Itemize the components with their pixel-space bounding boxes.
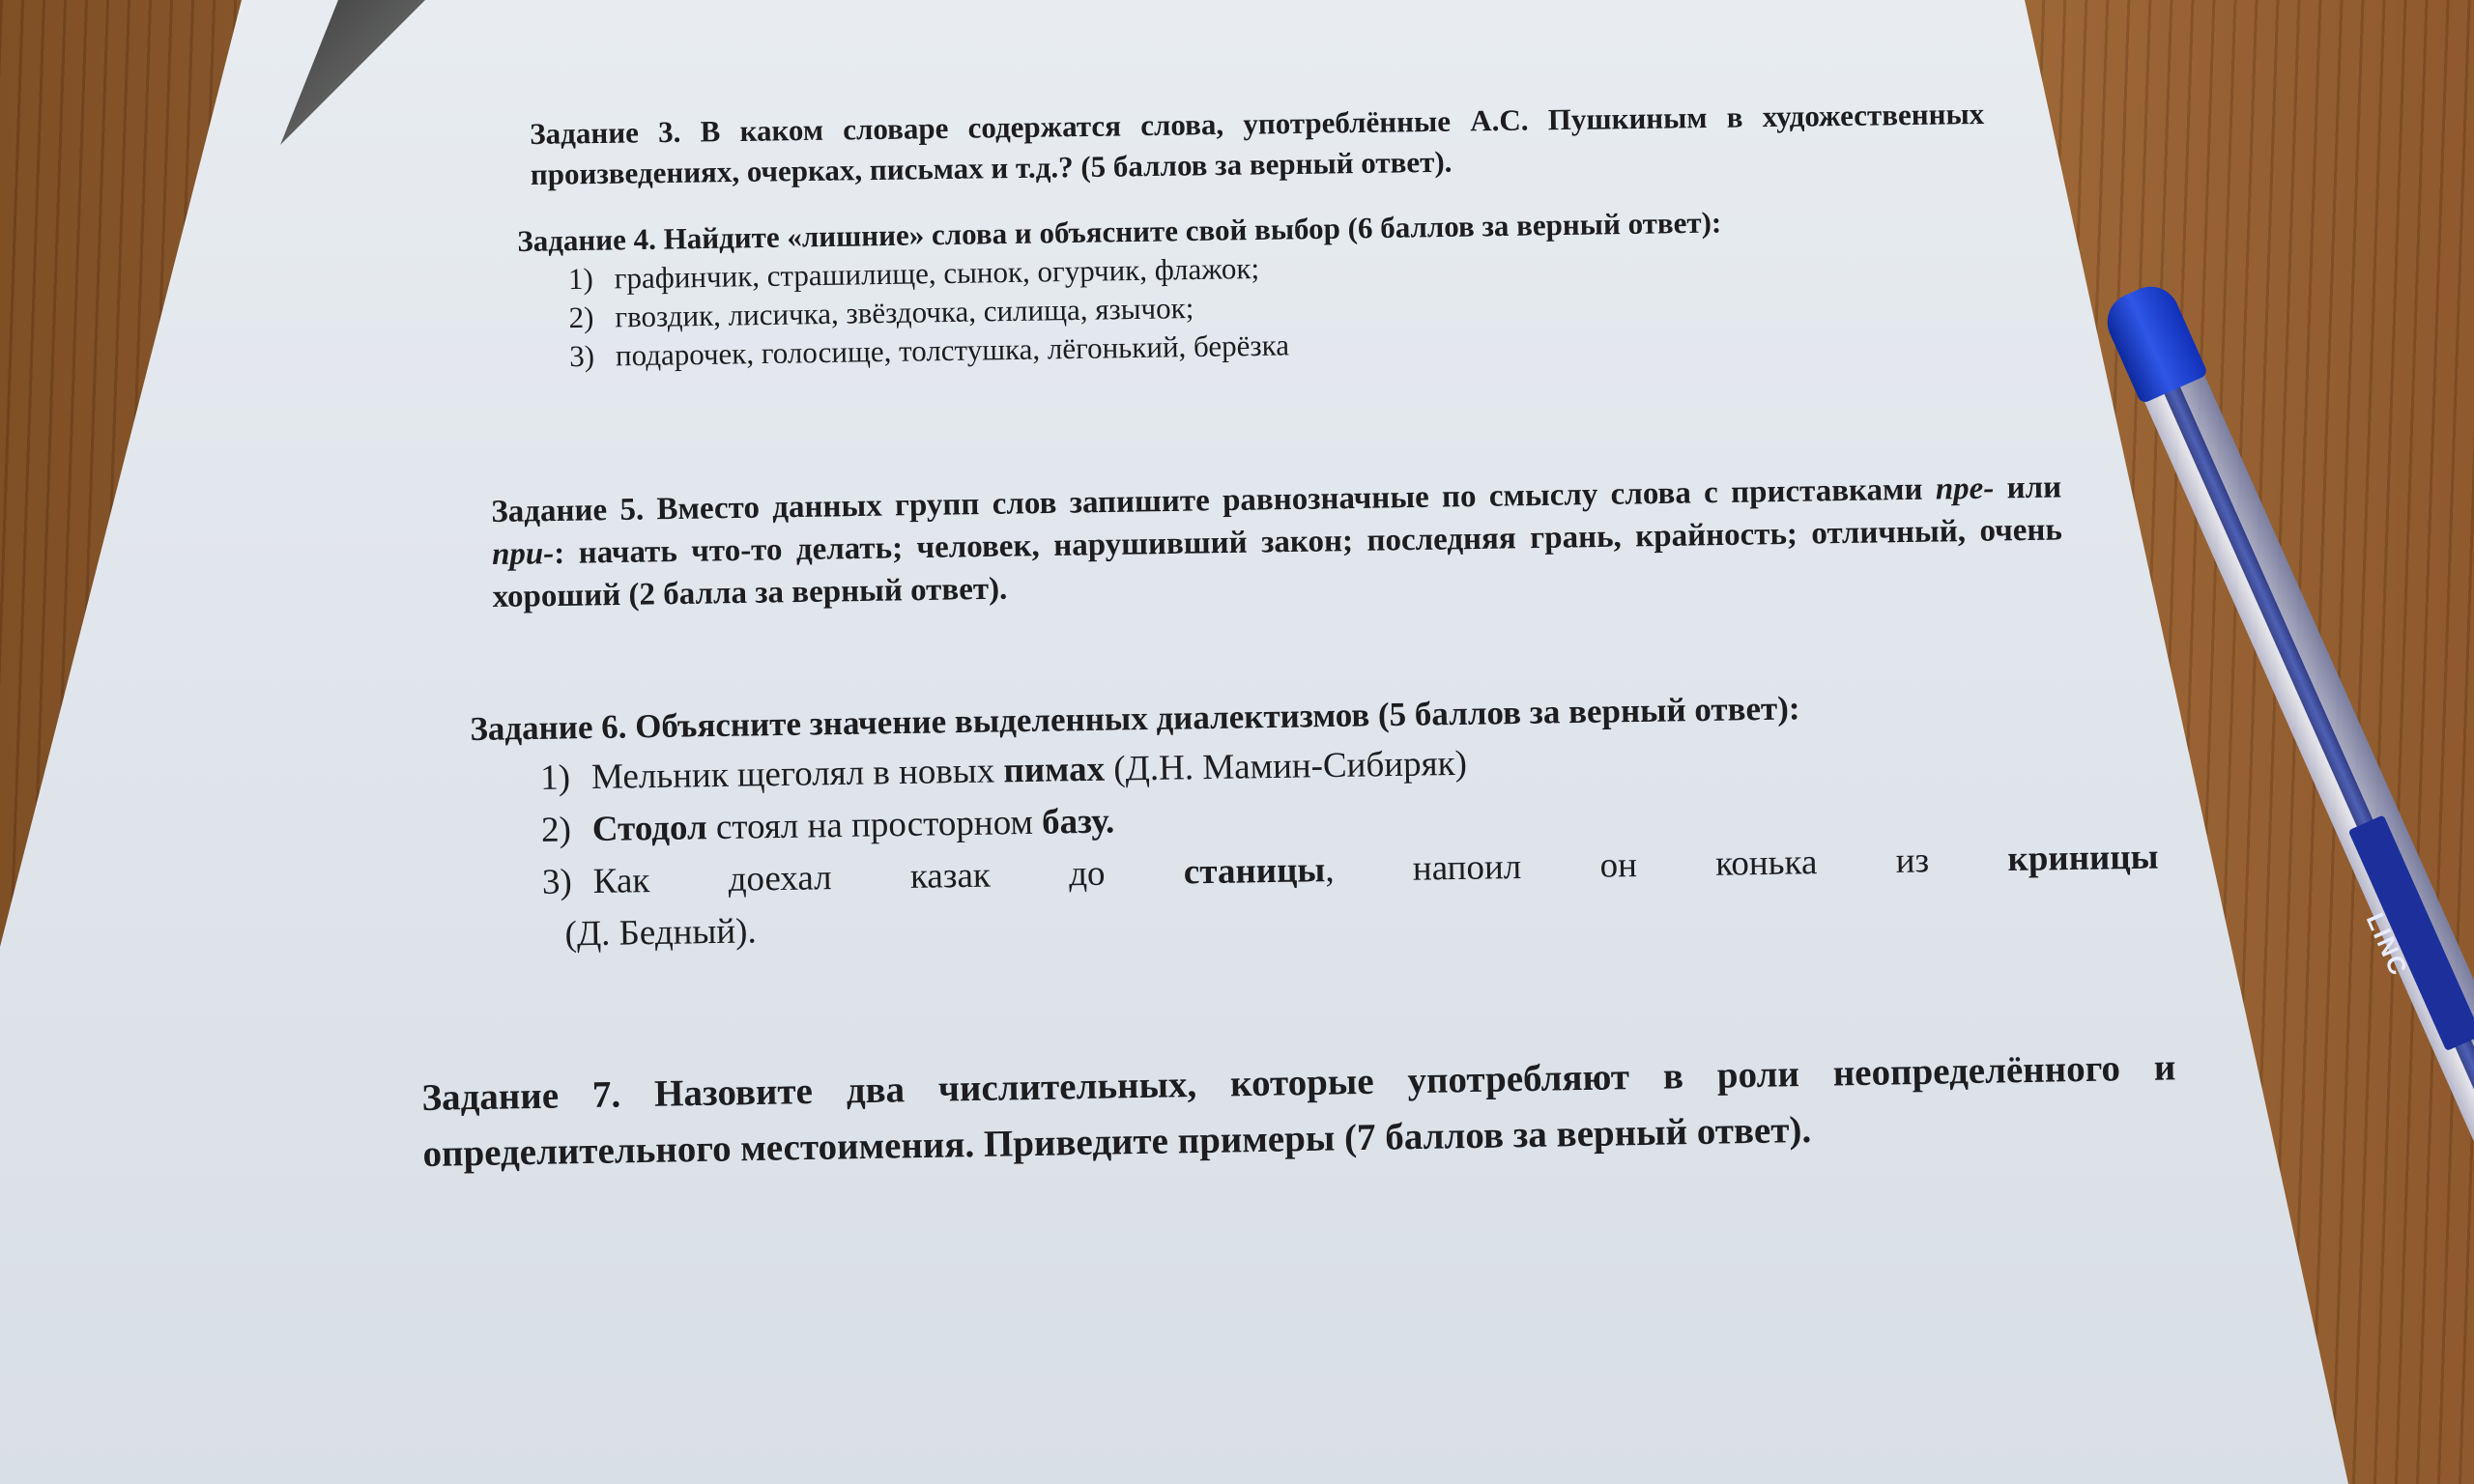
item-text-before: Мельник щеголял в новых — [590, 751, 1004, 798]
item-number: 1) — [539, 757, 571, 798]
task-4-list — [568, 238, 2008, 376]
task-5-text-part3: : начать что-то делать; человек, нарушивший закон; последняя грань, крайность; отличный, очень хороший (2 балла за верный ответ). — [492, 512, 2063, 614]
item-text: подарочек, голосище, толстушка, лёгонький, берёзка — [615, 328, 1290, 373]
item-number: 2) — [568, 300, 594, 335]
task-4 — [517, 199, 2007, 377]
task-3 — [530, 94, 1985, 195]
task-6 — [470, 680, 2159, 962]
item-text-middle: стоял на просторном — [706, 802, 1043, 848]
item-number: 1) — [567, 261, 594, 297]
dialect-word-stanitsy: станицы — [1183, 850, 1326, 893]
item-number: 2) — [540, 810, 572, 850]
item-number: 3) — [541, 862, 573, 902]
item-text — [591, 796, 1114, 856]
task-5-prefix-pri: при- — [491, 535, 555, 572]
task-6-list — [539, 728, 2159, 961]
item-text-middle: , напоил он конька из — [1324, 840, 2008, 891]
dialect-word-krinitsy: криницы — [2007, 837, 2159, 880]
item-text-before: Как доехал казак до — [592, 852, 1185, 902]
task-5-text-part1: Задание 5. Вместо данных групп слов запишите равнозначные по смыслу слова с приставками — [491, 471, 1937, 529]
task-3-text: Задание 3. В каком словаре содержатся слова, употреблённые А.С. Пушкиным в художественных произведениях, очерках, письмах и т.д.? (5 баллов за верный ответ). — [530, 96, 1985, 191]
dialect-word-stodol: Стодол — [591, 808, 708, 850]
dialect-word-bazu: базу. — [1041, 801, 1115, 842]
item-text: гвоздик, лисичка, звёздочка, силища, язычок; — [615, 291, 1194, 334]
pen-brand-text: LINC — [2360, 908, 2414, 982]
task-5-text-part2: или — [1994, 470, 2062, 506]
item-number: 3) — [568, 338, 595, 374]
item-text-after: (Д.Н. Мамин-Сибиряк) — [1104, 743, 1468, 789]
task-4-heading: Задание 4. Найдите «лишние» слова и объясните свой выбор (6 баллов за верный ответ): — [517, 205, 1722, 258]
task-7-text: Задание 7. Назовите два числительных, которые употребляют в роли неопределённого и определительного местоимения. Приведите примеры (7 баллов за верный ответ). — [421, 1046, 2176, 1175]
dialect-word-pimah: пимах — [1003, 749, 1106, 791]
task-6-heading: Задание 6. Объясните значение выделенных диалектизмов (5 баллов за верный ответ): — [470, 689, 1800, 748]
item-text: графинчик, страшилище, сынок, огурчик, флажок; — [614, 250, 1260, 296]
item-text-after: (Д. Бедный). — [564, 911, 757, 955]
task-5-prefix-pre: пре- — [1935, 471, 1995, 507]
task-5 — [491, 466, 2063, 618]
task-7 — [421, 1040, 2177, 1183]
